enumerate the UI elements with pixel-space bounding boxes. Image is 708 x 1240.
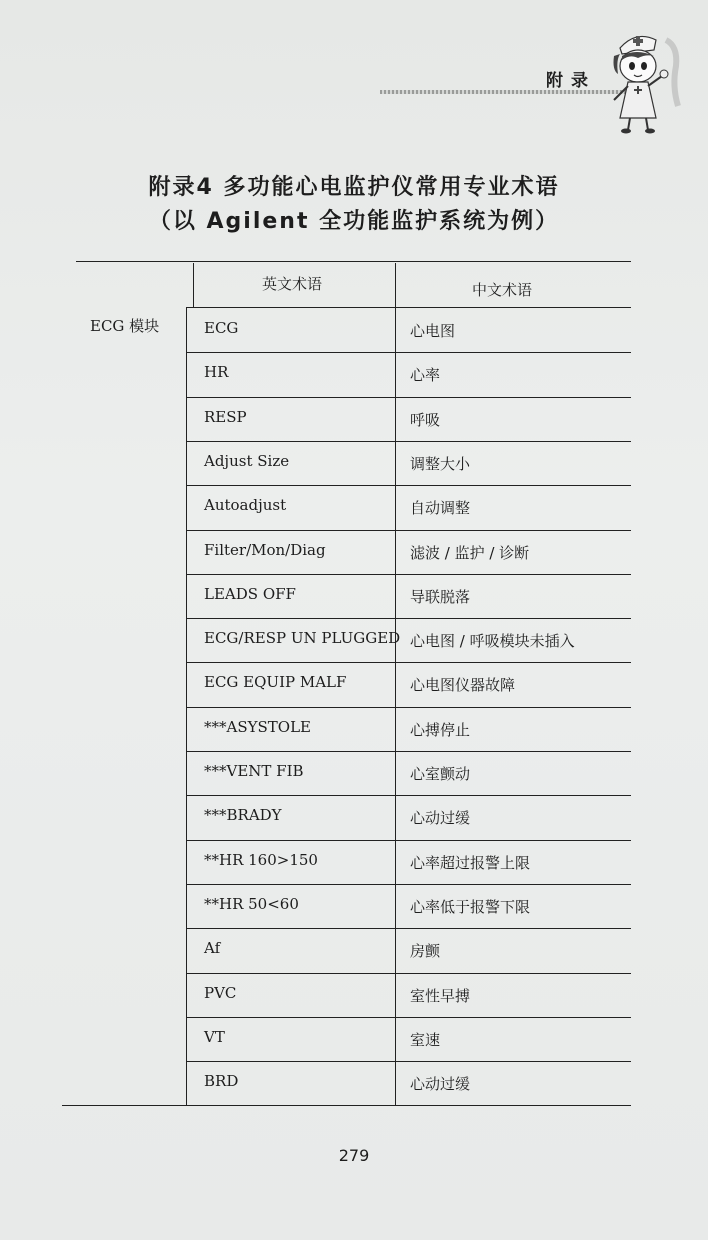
row-divider <box>186 397 631 398</box>
table-row-chinese-term: 心率 <box>410 366 441 385</box>
table-row-english-term: Af <box>204 939 221 958</box>
table-row-chinese-term: 呼吸 <box>410 410 441 429</box>
table-row-english-term: RESP <box>204 407 247 426</box>
table-row-english-term: ECG/RESP UN PLUGGED <box>204 629 401 648</box>
table-row-english-term: Autoadjust <box>204 496 287 515</box>
row-divider <box>186 574 631 575</box>
appendix-subtitle: （以 Agilent 全功能监护系统为例） <box>148 209 560 234</box>
table-row-chinese-term: 自动调整 <box>410 499 471 518</box>
row-divider <box>186 485 631 486</box>
table-row-chinese-term: 心率超过报警上限 <box>410 853 531 872</box>
table-row-chinese-term: 心电图仪器故障 <box>410 676 516 695</box>
table-row-chinese-term: 心电图 / 呼吸模块未插入 <box>410 632 575 651</box>
row-divider <box>186 1017 631 1018</box>
header-divider-mid <box>395 263 396 307</box>
table-row-english-term: HR <box>204 363 229 382</box>
nurse-mascot-illustration <box>606 26 682 134</box>
row-divider <box>186 352 631 353</box>
table-row-chinese-term: 心动过缓 <box>410 1075 471 1094</box>
table-row-english-term: ECG EQUIP MALF <box>204 673 347 692</box>
row-divider <box>186 707 631 708</box>
table-row-english-term: Filter/Mon/Diag <box>204 540 326 559</box>
row-divider <box>186 618 631 619</box>
table-row-english-term: ***VENT FIB <box>204 762 304 780</box>
table-row-english-term: **HR 160>150 <box>204 850 318 869</box>
row-divider <box>186 795 631 796</box>
header-english-terms: 英文术语 <box>262 275 323 293</box>
table-row-chinese-term: 心率低于报警下限 <box>410 897 531 916</box>
table-row-chinese-term: 心搏停止 <box>410 720 471 739</box>
header-bottom-rule <box>186 307 631 308</box>
row-divider <box>186 530 631 531</box>
appendix-title: 附录4 多功能心电监护仪常用专业术语 <box>148 175 560 200</box>
section-label: 附录 <box>546 71 596 91</box>
table-row-english-term: ***BRADY <box>204 806 282 825</box>
row-divider <box>186 884 631 885</box>
table-top-rule <box>76 261 631 262</box>
row-divider <box>186 1061 631 1062</box>
table-bottom-rule <box>62 1105 631 1106</box>
row-divider <box>186 662 631 663</box>
table-row-english-term: **HR 50<60 <box>204 894 299 913</box>
table-row-chinese-term: 房颤 <box>410 942 441 961</box>
table-row-chinese-term: 室性早搏 <box>410 986 471 1005</box>
table-row-chinese-term: 心动过缓 <box>410 809 471 828</box>
table-row-chinese-term: 室速 <box>410 1030 441 1049</box>
row-divider <box>186 928 631 929</box>
table-row-chinese-term: 导联脱落 <box>410 587 471 606</box>
row-divider <box>186 751 631 752</box>
table-row-chinese-term: 调整大小 <box>410 454 471 473</box>
table-row-english-term: ECG <box>204 319 239 337</box>
row-divider <box>186 441 631 442</box>
table-row-chinese-term: 心电图 <box>410 322 456 340</box>
table-row-english-term: Adjust Size <box>204 451 290 470</box>
header-divider-left <box>193 263 194 307</box>
page-number: 279 <box>338 1146 370 1165</box>
table-row-chinese-term: 滤波 / 监护 / 诊断 <box>410 543 530 562</box>
table-row-english-term: BRD <box>204 1072 239 1091</box>
row-divider <box>186 840 631 841</box>
row-divider <box>186 973 631 974</box>
group-label-ecg-module: ECG 模块 <box>90 317 160 335</box>
table-row-english-term: LEADS OFF <box>204 584 296 603</box>
table-row-english-term: PVC <box>204 983 237 1002</box>
header-chinese-terms: 中文术语 <box>472 281 533 299</box>
table-row-chinese-term: 心室颤动 <box>410 765 471 783</box>
table-row-english-term: VT <box>204 1027 225 1046</box>
table-row-english-term: ***ASYSTOLE <box>204 717 311 736</box>
